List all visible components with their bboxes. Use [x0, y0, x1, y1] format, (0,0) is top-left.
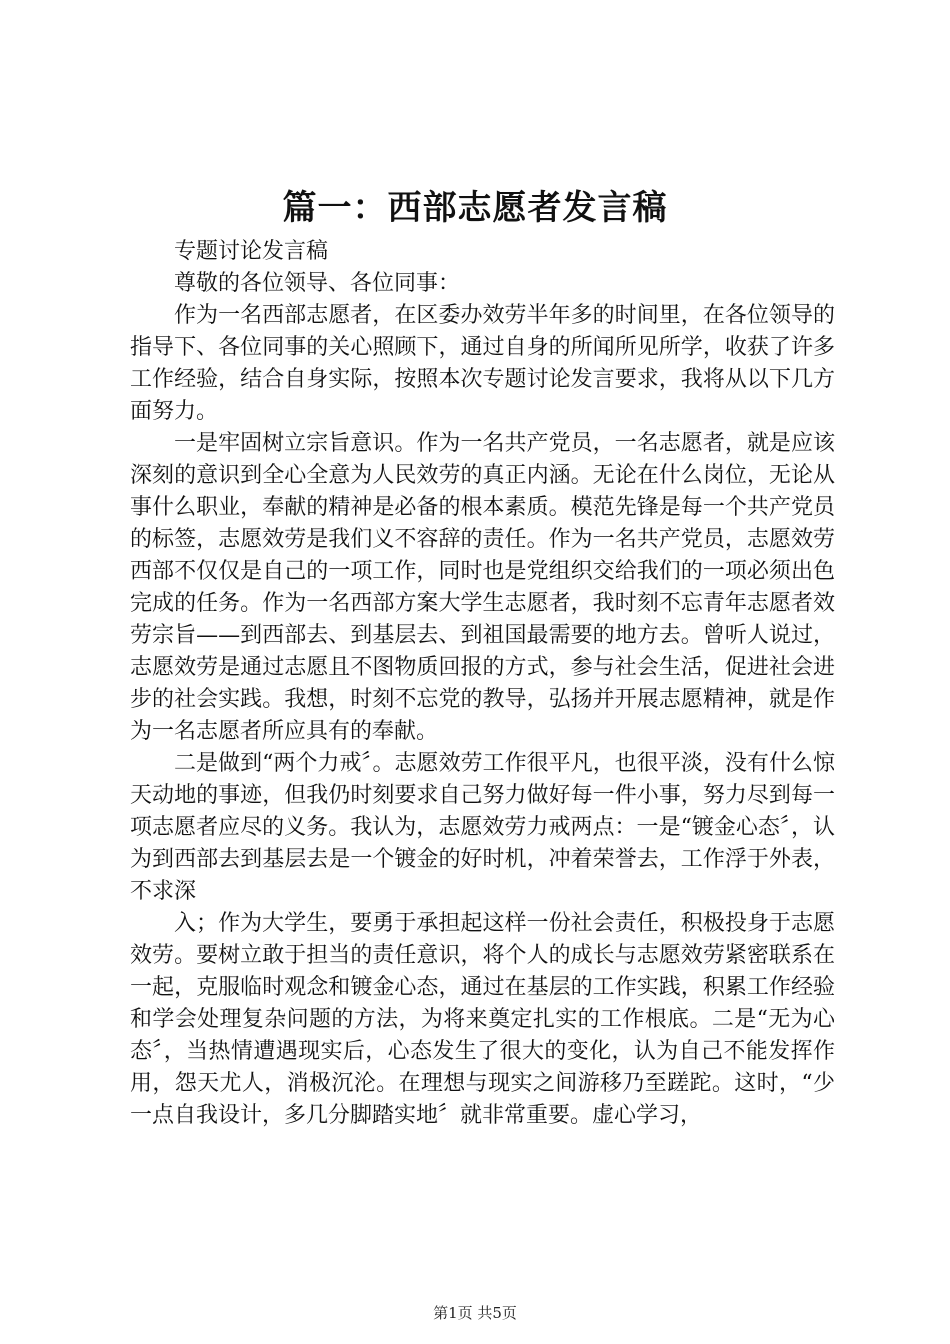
page-footer: 第1页 共5页	[433, 1304, 517, 1322]
body-paragraph: 二是做到“两个力戒〞。志愿效劳工作很平凡，也很平淡，没有什么惊天动地的事迹，但我仍时刻要求自己努力做好每一件小事，努力尽到每一项志愿者应尽的义务。我认为，志愿效劳力戒两点：一是“镀金心态〞，认为到西部去到基层去是一个镀金的好时机，冲着荣誉去，工作浮于外表，不求深	[130, 751, 835, 904]
body-paragraph: 一是牢固树立宗旨意识。作为一名共产党员，一名志愿者，就是应该深刻的意识到全心全意为人民效劳的真正内涵。无论在什么岗位，无论从事什么职业，奉献的精神是必备的根本素质。模范先锋是每一个共产党员的标签，志愿效劳是我们义不容辞的责任。作为一名共产党员，志愿效劳西部不仅仅是自己的一项工作，同时也是党组织交给我们的一项必须出色完成的任务。作为一名西部方案大学生志愿者，我时刻不忘青年志愿者效劳宗旨——到西部去、到基层去、到祖国最需要的地方去。曾听人说过，志愿效劳是通过志愿且不图物质回报的方式，参与社会生活，促进社会进步的社会实践。我想，时刻不忘党的教导，弘扬并开展志愿精神，就是作为一名志愿者所应具有的奉献。	[130, 431, 835, 744]
body-paragraph: 作为一名西部志愿者，在区委办效劳半年多的时间里，在各位领导的指导下、各位同事的关心照顾下，通过自身的所闻所见所学，收获了许多工作经验，结合自身实际，按照本次专题讨论发言要求，我将从以下几方面努力。	[130, 303, 835, 424]
document-body	[130, 236, 835, 1132]
body-paragraph: 入；作为大学生，要勇于承担起这样一份社会责任，积极投身于志愿效劳。要树立敢于担当的责任意识，将个人的成长与志愿效劳紧密联系在一起，克服临时观念和镀金心态，通过在基层的工作实践，积累工作经验和学会处理复杂问题的方法，为将来奠定扎实的工作根底。二是“无为心态〞，当热情遭遇现实后，心态发生了很大的变化，认为自己不能发挥作用，怨天尤人，消极沉沦。在理想与现实之间游移乃至蹉跎。这时，“少一点自我设计，多几分脚踏实地〞就非常重要。虚心学习，	[130, 911, 835, 1128]
salutation-line: 尊敬的各位领导、各位同事：	[174, 271, 461, 296]
document-title: 篇一：西部志愿者发言稿	[282, 188, 668, 228]
subtitle-line: 专题讨论发言稿	[174, 239, 329, 264]
